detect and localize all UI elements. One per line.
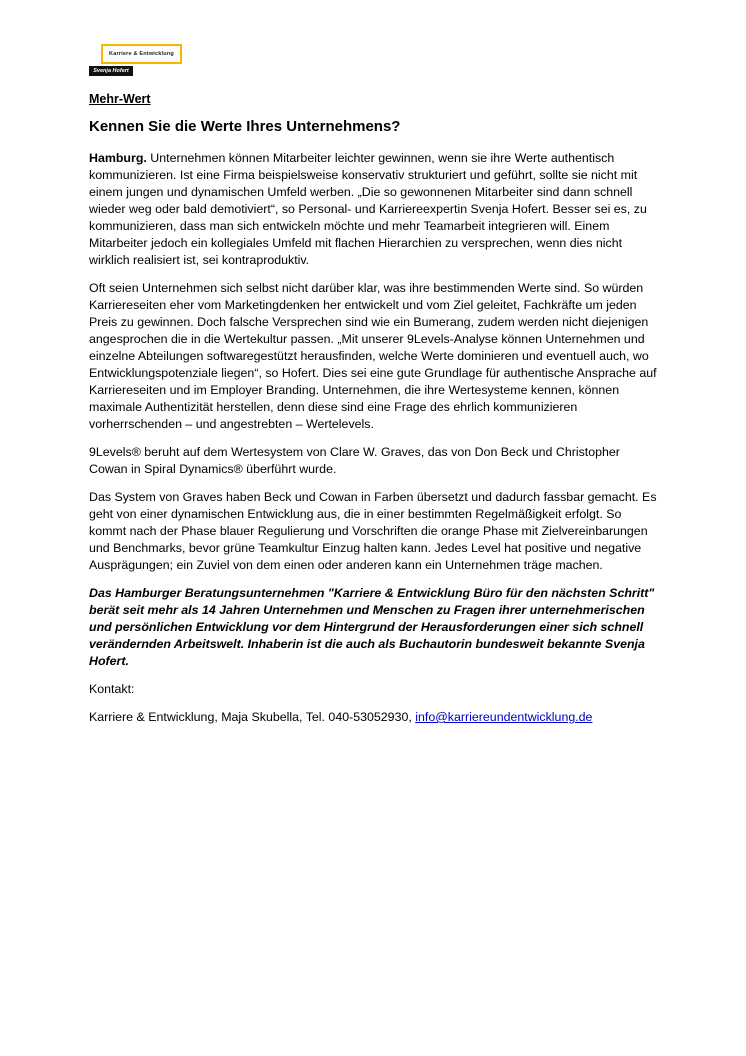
contact-line [89, 709, 661, 726]
contact-label: Kontakt: [89, 682, 135, 696]
logo-name-tag [89, 66, 133, 76]
logo-brand-box [101, 44, 182, 64]
paragraph-4: Das System von Graves haben Beck und Cowan in Farben übersetzt und dadurch fassbar gemacht. Es geht von einer dynamischen Entwicklung aus, die in einer bestimmten Regelmäßigkeit erfolgt. So kommt nach der Phase blauer Regulierung und Vorschriften die orange Phase mit Zielvereinbarungen und Benchmarks, bevor grüne Teamkultur Einzug halten kann. Jedes Level hat positive und negative Ausprägungen; ein Zuviel von dem einen oder anderen kann ein Unternehmen träge machen. [89, 490, 657, 572]
contact-email-link[interactable]: info@karriereundentwicklung.de [415, 710, 593, 724]
article-kicker: Mehr-Wert [89, 92, 151, 106]
paragraph-3: 9Levels® beruht auf dem Wertesystem von Clare W. Graves, das von Don Beck und Christopher Cowan in Spiral Dynamics® überführt wurde. [89, 445, 620, 476]
paragraph-2: Oft seien Unternehmen sich selbst nicht darüber klar, was ihre bestimmenden Werte sind. So würden Karriereseiten eher vom Marketingdenken her entwickelt und vom Ziel geleitet, Fachkräfte um jeden Preis zu gewinnen. Doch falsche Versprechen sind wie ein Bumerang, zudem werden nicht diejenigen angesprochen die in die Wertekultur passen. „Mit unserer 9Levels-Analyse können Unternehmen und einzelne Abteilungen softwaregestützt herausfinden, welche Werte dominieren und eventuell auch, wo Entwicklungspotenziale liegen“, so Hofert. Dies sei eine gute Grundlage für authentische Ansprache auf Karriereseiten und im Employer Branding. Unternehmen, die ihre Wertesysteme kennen, können maximale Authentizität herstellen, denn diese sind eine Frage des ehrlich kommunizieren vorherrschenden – und angestrebten – Wertelevels. [89, 281, 657, 431]
contact-details: Karriere & Entwicklung, Maja Skubella, Tel. 040-53052930, [89, 710, 416, 724]
company-logo [89, 44, 187, 78]
article-body [89, 91, 661, 737]
paragraph-intro [89, 150, 661, 269]
article-headline: Kennen Sie die Werte Ihres Unternehmens? [89, 118, 401, 135]
paragraph-intro-text: Unternehmen können Mitarbeiter leichter gewinnen, wenn sie ihre Werte authentisch kommunizieren. Ist eine Firma beispielsweise konservativ strukturiert und geführt, sollte sie nicht mit einem jungen und dynamischen Umfeld werben. „Die so gewonnenen Mitarbeiter sind dann schnell wieder weg oder bald demotiviert“, so Personal- und Karriereexpertin Svenja Hofert. Besser sei es, zu kommunizieren, dass man sich entwickeln möchte und mehr Teamarbeit integrieren will. Einem Mitarbeiter jedoch ein kollegiales Umfeld mit flachen Hierarchien zu versprechen, wenn dies nicht wirklich realisiert ist, sei kontraproduktiv. [89, 151, 647, 267]
company-boilerplate: Das Hamburger Beratungsunternehmen "Karriere & Entwicklung Büro für den nächsten Schritt" berät seit mehr als 14 Jahren Unternehmen und Menschen zu Fragen ihrer unternehmerischen und persönlichen Entwicklung vor dem Hintergrund der Herausforderungen einer sich schnell verändernden Arbeitswelt. Inhaberin ist die auch als Buchautorin bundesweit bekannte Svenja Hofert. [89, 586, 655, 668]
logo-tag-text: Svenja Hofert [93, 68, 129, 74]
dateline-location: Hamburg. [89, 151, 147, 165]
logo-brand-text: Karriere & Entwicklung [109, 51, 174, 57]
